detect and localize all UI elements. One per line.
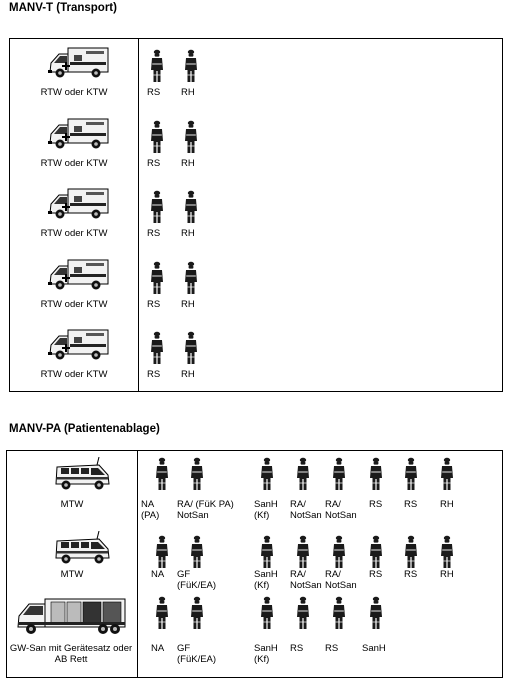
person-icon	[404, 457, 418, 491]
vehicle-label: MTW	[60, 569, 84, 580]
personnel-label: RH	[181, 298, 195, 310]
personnel-label: RH	[181, 157, 195, 169]
truck-icon	[15, 596, 127, 636]
person-icon	[184, 49, 198, 83]
patient-area-table	[6, 450, 503, 678]
personnel-label: (FüK/EA)	[177, 580, 217, 591]
person-icon	[150, 120, 164, 154]
transport-table	[9, 38, 503, 392]
person-icon	[332, 535, 346, 569]
person-icon	[369, 596, 383, 630]
personnel-label: GF	[177, 643, 191, 654]
person-icon	[440, 457, 454, 491]
person-icon	[296, 596, 310, 630]
personnel-label: RS	[147, 369, 161, 380]
personnel-label: RA/	[325, 569, 341, 580]
van-icon	[53, 531, 111, 565]
person-icon	[296, 457, 310, 491]
person-icon	[155, 457, 169, 491]
person-icon	[155, 535, 169, 569]
personnel-label: RS	[147, 87, 161, 98]
person-icon	[184, 190, 198, 224]
person-icon	[150, 190, 164, 224]
person-icon	[369, 457, 383, 491]
personnel-label: RS	[369, 499, 383, 510]
person-icon	[369, 535, 383, 569]
column-divider	[137, 451, 138, 677]
personnel-label: NotSan	[177, 510, 209, 521]
vehicle-label: RTW oder KTW	[40, 369, 108, 380]
person-icon	[260, 596, 274, 630]
personnel-label: SanH	[254, 569, 278, 580]
column-divider	[138, 39, 139, 391]
personnel-label: RH	[181, 228, 195, 239]
personnel-label: NotSan	[325, 580, 357, 591]
personnel-label: RA/	[325, 499, 341, 510]
vehicle-label: RTW oder KTW	[40, 298, 108, 310]
personnel-label: NotSan	[290, 510, 322, 521]
section-title-patient-area: MANV-PA (Patientenablage)	[9, 423, 160, 435]
person-icon	[150, 261, 164, 295]
person-icon	[332, 596, 346, 630]
personnel-label: RS	[147, 157, 161, 169]
personnel-label: (Kf)	[254, 580, 270, 591]
personnel-label: GF	[177, 569, 191, 580]
personnel-label: RS	[290, 643, 304, 654]
personnel-label: RS	[147, 298, 161, 310]
personnel-label: RH	[440, 569, 454, 580]
person-icon	[260, 457, 274, 491]
personnel-label: RS	[369, 569, 383, 580]
person-icon	[184, 120, 198, 154]
personnel-label: NA	[151, 643, 165, 654]
personnel-label: RH	[440, 499, 454, 510]
personnel-label: (FüK/EA)	[177, 654, 217, 665]
ambulance-icon	[48, 186, 110, 220]
person-icon	[190, 535, 204, 569]
person-icon	[260, 535, 274, 569]
person-icon	[190, 596, 204, 630]
personnel-label: SanH	[254, 499, 278, 510]
person-icon	[150, 49, 164, 83]
van-icon	[53, 457, 111, 491]
personnel-label: RH	[181, 87, 195, 98]
person-icon	[296, 535, 310, 569]
personnel-label: NA	[151, 569, 165, 580]
section-title-transport: MANV-T (Transport)	[9, 2, 117, 14]
vehicle-label: RTW oder KTW	[40, 87, 108, 98]
person-icon	[440, 535, 454, 569]
person-icon	[190, 457, 204, 491]
person-icon	[155, 596, 169, 630]
personnel-label: SanH	[254, 643, 278, 654]
personnel-label: RA/ (FüK PA)	[177, 499, 234, 510]
personnel-label: RS	[404, 499, 418, 510]
vehicle-label: RTW oder KTW	[40, 157, 108, 169]
personnel-label: (PA)	[141, 510, 160, 521]
ambulance-icon	[48, 45, 110, 79]
ambulance-icon	[48, 116, 110, 150]
personnel-label: RH	[181, 369, 195, 380]
personnel-label: RS	[325, 643, 339, 654]
personnel-label: RA/	[290, 569, 306, 580]
person-icon	[150, 331, 164, 365]
vehicle-label: GW-San mit Gerätesatz oder AB Rett	[9, 643, 133, 665]
personnel-label: (Kf)	[254, 654, 270, 665]
personnel-label: RA/	[290, 499, 306, 510]
personnel-label: NotSan	[290, 580, 322, 591]
person-icon	[184, 331, 198, 365]
personnel-label: RS	[147, 228, 161, 239]
personnel-label: RS	[404, 569, 418, 580]
personnel-label: NotSan	[325, 510, 357, 521]
personnel-label: NA	[141, 499, 155, 510]
personnel-label: SanH	[362, 643, 386, 654]
person-icon	[332, 457, 346, 491]
vehicle-label: RTW oder KTW	[40, 228, 108, 239]
ambulance-icon	[48, 257, 110, 291]
vehicle-label: MTW	[60, 499, 84, 510]
person-icon	[404, 535, 418, 569]
personnel-label: (Kf)	[254, 510, 270, 521]
person-icon	[184, 261, 198, 295]
ambulance-icon	[48, 327, 110, 361]
